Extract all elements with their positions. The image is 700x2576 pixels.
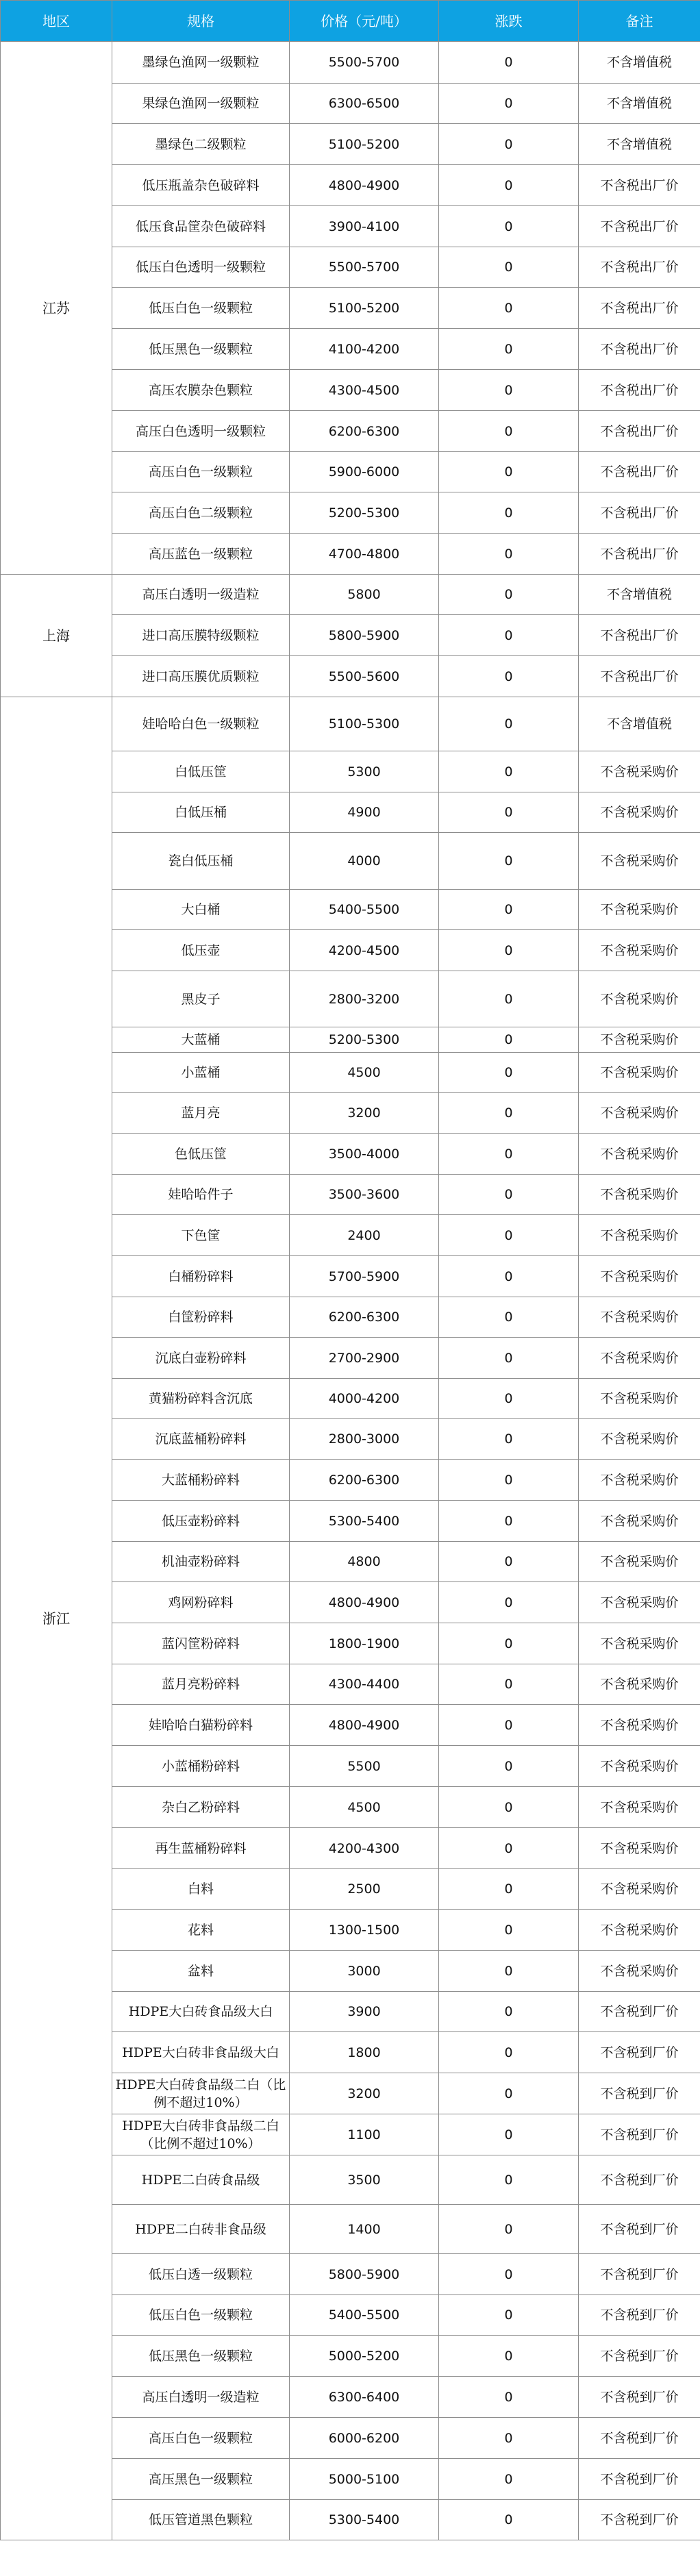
note-cell: 不含税到厂价 bbox=[579, 2500, 700, 2540]
change-cell: 0 bbox=[439, 1746, 579, 1787]
note-cell: 不含税采购价 bbox=[579, 1338, 700, 1379]
spec-cell: 黄猫粉碎料含沉底 bbox=[112, 1379, 290, 1419]
change-cell: 0 bbox=[439, 2459, 579, 2500]
price-cell: 5500 bbox=[290, 1746, 439, 1787]
change-cell: 0 bbox=[439, 534, 579, 575]
note-cell: 不含税出厂价 bbox=[579, 534, 700, 575]
change-cell: 0 bbox=[439, 1215, 579, 1256]
change-cell: 0 bbox=[439, 656, 579, 697]
note-cell: 不含税出厂价 bbox=[579, 411, 700, 452]
change-cell: 0 bbox=[439, 1951, 579, 1992]
note-cell: 不含税采购价 bbox=[579, 751, 700, 792]
spec-cell: 高压白透明一级造粒 bbox=[112, 575, 290, 615]
spec-cell: 蓝闪筐粉碎料 bbox=[112, 1623, 290, 1664]
change-cell: 0 bbox=[439, 2500, 579, 2540]
change-cell: 0 bbox=[439, 2254, 579, 2295]
note-cell: 不含税采购价 bbox=[579, 1027, 700, 1053]
spec-cell: 沉底蓝桶粉碎料 bbox=[112, 1419, 290, 1460]
note-cell: 不含增值税 bbox=[579, 84, 700, 124]
change-cell: 0 bbox=[439, 1992, 579, 2032]
spec-cell: 低压瓶盖杂色破碎料 bbox=[112, 165, 290, 206]
note-cell: 不含税出厂价 bbox=[579, 452, 700, 492]
note-cell: 不含税出厂价 bbox=[579, 492, 700, 534]
note-cell: 不含税到厂价 bbox=[579, 2254, 700, 2295]
note-cell: 不含税采购价 bbox=[579, 792, 700, 833]
price-cell: 4500 bbox=[290, 1787, 439, 1828]
note-cell: 不含税到厂价 bbox=[579, 2032, 700, 2073]
note-cell: 不含税采购价 bbox=[579, 1134, 700, 1175]
note-cell: 不含税采购价 bbox=[579, 890, 700, 930]
change-cell: 0 bbox=[439, 2114, 579, 2155]
table-header bbox=[1, 1, 700, 42]
price-cell: 4100-4200 bbox=[290, 329, 439, 370]
spec-cell: 低压食品筐杂色破碎料 bbox=[112, 206, 290, 247]
spec-cell: 低压黑色一级颗粒 bbox=[112, 2336, 290, 2377]
change-cell: 0 bbox=[439, 575, 579, 615]
spec-cell: 白桶粉碎料 bbox=[112, 1256, 290, 1297]
change-cell: 0 bbox=[439, 833, 579, 890]
change-cell: 0 bbox=[439, 1910, 579, 1951]
spec-cell: 黑皮子 bbox=[112, 971, 290, 1027]
price-cell: 5800-5900 bbox=[290, 2254, 439, 2295]
spec-cell: 娃哈哈白色一级颗粒 bbox=[112, 697, 290, 751]
change-cell: 0 bbox=[439, 2155, 579, 2205]
spec-cell: 杂白乙粉碎料 bbox=[112, 1787, 290, 1828]
note-cell: 不含税出厂价 bbox=[579, 206, 700, 247]
price-cell: 4500 bbox=[290, 1053, 439, 1093]
price-cell: 4300-4500 bbox=[290, 370, 439, 411]
spec-cell: 白筐粉碎料 bbox=[112, 1297, 290, 1338]
spec-cell: 高压白色透明一级颗粒 bbox=[112, 411, 290, 452]
change-cell: 0 bbox=[439, 165, 579, 206]
change-cell: 0 bbox=[439, 930, 579, 971]
spec-cell: HDPE大白砖食品级二白（比例不超过10%） bbox=[112, 2073, 290, 2114]
note-cell: 不含增值税 bbox=[579, 697, 700, 751]
change-cell: 0 bbox=[439, 2336, 579, 2377]
spec-cell: 下色筐 bbox=[112, 1215, 290, 1256]
spec-cell: 大蓝桶粉碎料 bbox=[112, 1460, 290, 1501]
note-cell: 不含税出厂价 bbox=[579, 329, 700, 370]
change-cell: 0 bbox=[439, 890, 579, 930]
change-cell: 0 bbox=[439, 2032, 579, 2073]
price-cell: 5300-5400 bbox=[290, 1501, 439, 1542]
price-cell: 1400 bbox=[290, 2205, 439, 2254]
note-cell: 不含税到厂价 bbox=[579, 2205, 700, 2254]
change-cell: 0 bbox=[439, 2377, 579, 2418]
note-cell: 不含税到厂价 bbox=[579, 2336, 700, 2377]
change-cell: 0 bbox=[439, 1134, 579, 1175]
note-cell: 不含税采购价 bbox=[579, 1623, 700, 1664]
price-cell: 4800 bbox=[290, 1542, 439, 1582]
note-cell: 不含税采购价 bbox=[579, 1828, 700, 1869]
price-cell: 5000-5100 bbox=[290, 2459, 439, 2500]
price-cell: 5900-6000 bbox=[290, 452, 439, 492]
spec-cell: 蓝月亮粉碎料 bbox=[112, 1664, 290, 1705]
note-cell: 不含增值税 bbox=[579, 42, 700, 84]
price-cell: 3900-4100 bbox=[290, 206, 439, 247]
spec-cell: 高压白色一级颗粒 bbox=[112, 452, 290, 492]
change-cell: 0 bbox=[439, 615, 579, 656]
spec-cell: 高压黑色一级颗粒 bbox=[112, 2459, 290, 2500]
price-cell: 2400 bbox=[290, 1215, 439, 1256]
spec-cell: 墨绿色二级颗粒 bbox=[112, 124, 290, 165]
spec-cell: HDPE二白砖食品级 bbox=[112, 2155, 290, 2205]
note-cell: 不含税到厂价 bbox=[579, 2155, 700, 2205]
change-cell: 0 bbox=[439, 1093, 579, 1134]
change-cell: 0 bbox=[439, 247, 579, 288]
change-cell: 0 bbox=[439, 2295, 579, 2336]
note-cell: 不含税采购价 bbox=[579, 1175, 700, 1215]
price-cell: 5100-5300 bbox=[290, 697, 439, 751]
price-cell: 5400-5500 bbox=[290, 890, 439, 930]
price-cell: 3200 bbox=[290, 1093, 439, 1134]
price-cell: 5300 bbox=[290, 751, 439, 792]
change-cell: 0 bbox=[439, 84, 579, 124]
spec-cell: 进口高压膜优质颗粒 bbox=[112, 656, 290, 697]
note-cell: 不含税到厂价 bbox=[579, 2377, 700, 2418]
price-cell: 4900 bbox=[290, 792, 439, 833]
price-cell: 5700-5900 bbox=[290, 1256, 439, 1297]
note-cell: 不含税采购价 bbox=[579, 1419, 700, 1460]
note-cell: 不含税采购价 bbox=[579, 1297, 700, 1338]
table-row bbox=[1, 697, 700, 751]
note-cell: 不含税采购价 bbox=[579, 930, 700, 971]
note-cell: 不含税到厂价 bbox=[579, 2418, 700, 2459]
note-cell: 不含税采购价 bbox=[579, 1664, 700, 1705]
change-cell: 0 bbox=[439, 1705, 579, 1746]
change-cell: 0 bbox=[439, 697, 579, 751]
note-cell: 不含税出厂价 bbox=[579, 370, 700, 411]
price-cell: 5300-5400 bbox=[290, 2500, 439, 2540]
change-cell: 0 bbox=[439, 1869, 579, 1910]
region-cell: 浙江 bbox=[1, 697, 112, 2540]
spec-cell: 低压白色透明一级颗粒 bbox=[112, 247, 290, 288]
price-cell: 2800-3000 bbox=[290, 1419, 439, 1460]
price-cell: 3500-4000 bbox=[290, 1134, 439, 1175]
change-cell: 0 bbox=[439, 411, 579, 452]
spec-cell: 娃哈哈白猫粉碎料 bbox=[112, 1705, 290, 1746]
price-cell: 6000-6200 bbox=[290, 2418, 439, 2459]
note-cell: 不含税到厂价 bbox=[579, 1992, 700, 2032]
change-cell: 0 bbox=[439, 1297, 579, 1338]
table-body bbox=[1, 42, 700, 2540]
note-cell: 不含税到厂价 bbox=[579, 2295, 700, 2336]
note-cell: 不含税采购价 bbox=[579, 1746, 700, 1787]
note-cell: 不含税出厂价 bbox=[579, 288, 700, 329]
note-cell: 不含税采购价 bbox=[579, 1501, 700, 1542]
change-cell: 0 bbox=[439, 1664, 579, 1705]
spec-cell: 蓝月亮 bbox=[112, 1093, 290, 1134]
spec-cell: 沉底白壶粉碎料 bbox=[112, 1338, 290, 1379]
table-row bbox=[1, 42, 700, 84]
spec-cell: 高压白色一级颗粒 bbox=[112, 2418, 290, 2459]
note-cell: 不含税采购价 bbox=[579, 833, 700, 890]
price-cell: 4200-4300 bbox=[290, 1828, 439, 1869]
region-cell: 上海 bbox=[1, 575, 112, 697]
table-row bbox=[1, 575, 700, 615]
note-cell: 不含增值税 bbox=[579, 575, 700, 615]
price-cell: 4000 bbox=[290, 833, 439, 890]
change-cell: 0 bbox=[439, 1828, 579, 1869]
price-cell: 3500 bbox=[290, 2155, 439, 2205]
change-cell: 0 bbox=[439, 452, 579, 492]
price-cell: 4200-4500 bbox=[290, 930, 439, 971]
change-cell: 0 bbox=[439, 206, 579, 247]
price-cell: 3000 bbox=[290, 1951, 439, 1992]
spec-cell: 大蓝桶 bbox=[112, 1027, 290, 1053]
note-cell: 不含税出厂价 bbox=[579, 656, 700, 697]
note-cell: 不含税采购价 bbox=[579, 1093, 700, 1134]
price-cell: 5400-5500 bbox=[290, 2295, 439, 2336]
price-cell: 6300-6400 bbox=[290, 2377, 439, 2418]
change-cell: 0 bbox=[439, 2418, 579, 2459]
spec-cell: 果绿色渔网一级颗粒 bbox=[112, 84, 290, 124]
change-cell: 0 bbox=[439, 1027, 579, 1053]
note-cell: 不含增值税 bbox=[579, 124, 700, 165]
header-change: 涨跌 bbox=[439, 1, 579, 42]
change-cell: 0 bbox=[439, 971, 579, 1027]
spec-cell: 机油壶粉碎料 bbox=[112, 1542, 290, 1582]
note-cell: 不含税采购价 bbox=[579, 1582, 700, 1623]
price-cell: 5000-5200 bbox=[290, 2336, 439, 2377]
note-cell: 不含税采购价 bbox=[579, 1787, 700, 1828]
region-cell: 江苏 bbox=[1, 42, 112, 575]
change-cell: 0 bbox=[439, 1256, 579, 1297]
note-cell: 不含税采购价 bbox=[579, 1256, 700, 1297]
header-region: 地区 bbox=[1, 1, 112, 42]
spec-cell: 小蓝桶粉碎料 bbox=[112, 1746, 290, 1787]
spec-cell: 花料 bbox=[112, 1910, 290, 1951]
header-price: 价格（元/吨） bbox=[290, 1, 439, 42]
note-cell: 不含税出厂价 bbox=[579, 165, 700, 206]
price-cell: 3500-3600 bbox=[290, 1175, 439, 1215]
spec-cell: 低压壶粉碎料 bbox=[112, 1501, 290, 1542]
spec-cell: 再生蓝桶粉碎料 bbox=[112, 1828, 290, 1869]
note-cell: 不含税采购价 bbox=[579, 971, 700, 1027]
spec-cell: 盆料 bbox=[112, 1951, 290, 1992]
price-cell: 4000-4200 bbox=[290, 1379, 439, 1419]
spec-cell: 瓷白低压桶 bbox=[112, 833, 290, 890]
change-cell: 0 bbox=[439, 492, 579, 534]
spec-cell: 高压白色二级颗粒 bbox=[112, 492, 290, 534]
spec-cell: 鸡网粉碎料 bbox=[112, 1582, 290, 1623]
note-cell: 不含税采购价 bbox=[579, 1379, 700, 1419]
spec-cell: 娃哈哈件子 bbox=[112, 1175, 290, 1215]
price-cell: 5800-5900 bbox=[290, 615, 439, 656]
price-cell: 6200-6300 bbox=[290, 1460, 439, 1501]
change-cell: 0 bbox=[439, 370, 579, 411]
price-cell: 5200-5300 bbox=[290, 492, 439, 534]
change-cell: 0 bbox=[439, 42, 579, 84]
price-cell: 4800-4900 bbox=[290, 1705, 439, 1746]
note-cell: 不含税采购价 bbox=[579, 1215, 700, 1256]
spec-cell: 低压黑色一级颗粒 bbox=[112, 329, 290, 370]
change-cell: 0 bbox=[439, 1175, 579, 1215]
change-cell: 0 bbox=[439, 1787, 579, 1828]
price-cell: 5200-5300 bbox=[290, 1027, 439, 1053]
price-cell: 1300-1500 bbox=[290, 1910, 439, 1951]
spec-cell: 高压蓝色一级颗粒 bbox=[112, 534, 290, 575]
price-cell: 5100-5200 bbox=[290, 124, 439, 165]
note-cell: 不含税出厂价 bbox=[579, 615, 700, 656]
spec-cell: 白低压桶 bbox=[112, 792, 290, 833]
change-cell: 0 bbox=[439, 288, 579, 329]
change-cell: 0 bbox=[439, 1542, 579, 1582]
note-cell: 不含税出厂价 bbox=[579, 247, 700, 288]
spec-cell: 白低压筐 bbox=[112, 751, 290, 792]
spec-cell: 墨绿色渔网一级颗粒 bbox=[112, 42, 290, 84]
price-cell: 2500 bbox=[290, 1869, 439, 1910]
price-cell: 6300-6500 bbox=[290, 84, 439, 124]
spec-cell: HDPE大白砖食品级大白 bbox=[112, 1992, 290, 2032]
change-cell: 0 bbox=[439, 1623, 579, 1664]
price-cell: 4700-4800 bbox=[290, 534, 439, 575]
price-cell: 6200-6300 bbox=[290, 1297, 439, 1338]
note-cell: 不含税到厂价 bbox=[579, 2114, 700, 2155]
change-cell: 0 bbox=[439, 1419, 579, 1460]
change-cell: 0 bbox=[439, 329, 579, 370]
note-cell: 不含税采购价 bbox=[579, 1910, 700, 1951]
note-cell: 不含税采购价 bbox=[579, 1542, 700, 1582]
price-cell: 1100 bbox=[290, 2114, 439, 2155]
spec-cell: 小蓝桶 bbox=[112, 1053, 290, 1093]
note-cell: 不含税到厂价 bbox=[579, 2073, 700, 2114]
price-cell: 3200 bbox=[290, 2073, 439, 2114]
spec-cell: 大白桶 bbox=[112, 890, 290, 930]
spec-cell: 低压白透一级颗粒 bbox=[112, 2254, 290, 2295]
price-cell: 5800 bbox=[290, 575, 439, 615]
price-cell: 2800-3200 bbox=[290, 971, 439, 1027]
spec-cell: 进口高压膜特级颗粒 bbox=[112, 615, 290, 656]
price-cell: 4800-4900 bbox=[290, 1582, 439, 1623]
price-cell: 5100-5200 bbox=[290, 288, 439, 329]
change-cell: 0 bbox=[439, 2205, 579, 2254]
spec-cell: 低压白色一级颗粒 bbox=[112, 288, 290, 329]
spec-cell: 高压农膜杂色颗粒 bbox=[112, 370, 290, 411]
change-cell: 0 bbox=[439, 124, 579, 165]
note-cell: 不含税到厂价 bbox=[579, 2459, 700, 2500]
change-cell: 0 bbox=[439, 1582, 579, 1623]
spec-cell: HDPE二白砖非食品级 bbox=[112, 2205, 290, 2254]
change-cell: 0 bbox=[439, 1338, 579, 1379]
change-cell: 0 bbox=[439, 2073, 579, 2114]
spec-cell: HDPE大白砖非食品级大白 bbox=[112, 2032, 290, 2073]
change-cell: 0 bbox=[439, 1379, 579, 1419]
change-cell: 0 bbox=[439, 1501, 579, 1542]
spec-cell: 低压壶 bbox=[112, 930, 290, 971]
price-cell: 4800-4900 bbox=[290, 165, 439, 206]
price-cell: 5500-5600 bbox=[290, 656, 439, 697]
price-cell: 4300-4400 bbox=[290, 1664, 439, 1705]
spec-cell: 低压白色一级颗粒 bbox=[112, 2295, 290, 2336]
change-cell: 0 bbox=[439, 792, 579, 833]
header-note: 备注 bbox=[579, 1, 700, 42]
note-cell: 不含税采购价 bbox=[579, 1705, 700, 1746]
note-cell: 不含税采购价 bbox=[579, 1951, 700, 1992]
price-cell: 3900 bbox=[290, 1992, 439, 2032]
note-cell: 不含税采购价 bbox=[579, 1869, 700, 1910]
change-cell: 0 bbox=[439, 1053, 579, 1093]
spec-cell: 低压管道黑色颗粒 bbox=[112, 2500, 290, 2540]
note-cell: 不含税采购价 bbox=[579, 1053, 700, 1093]
price-cell: 5500-5700 bbox=[290, 247, 439, 288]
price-cell: 1800-1900 bbox=[290, 1623, 439, 1664]
spec-cell: HDPE大白砖非食品级二白（比例不超过10%） bbox=[112, 2114, 290, 2155]
price-cell: 5500-5700 bbox=[290, 42, 439, 84]
change-cell: 0 bbox=[439, 751, 579, 792]
spec-cell: 高压白透明一级造粒 bbox=[112, 2377, 290, 2418]
price-cell: 2700-2900 bbox=[290, 1338, 439, 1379]
spec-cell: 色低压筐 bbox=[112, 1134, 290, 1175]
header-row bbox=[1, 1, 700, 42]
change-cell: 0 bbox=[439, 1460, 579, 1501]
header-spec: 规格 bbox=[112, 1, 290, 42]
spec-cell: 白料 bbox=[112, 1869, 290, 1910]
price-cell: 1800 bbox=[290, 2032, 439, 2073]
price-cell: 6200-6300 bbox=[290, 411, 439, 452]
note-cell: 不含税采购价 bbox=[579, 1460, 700, 1501]
